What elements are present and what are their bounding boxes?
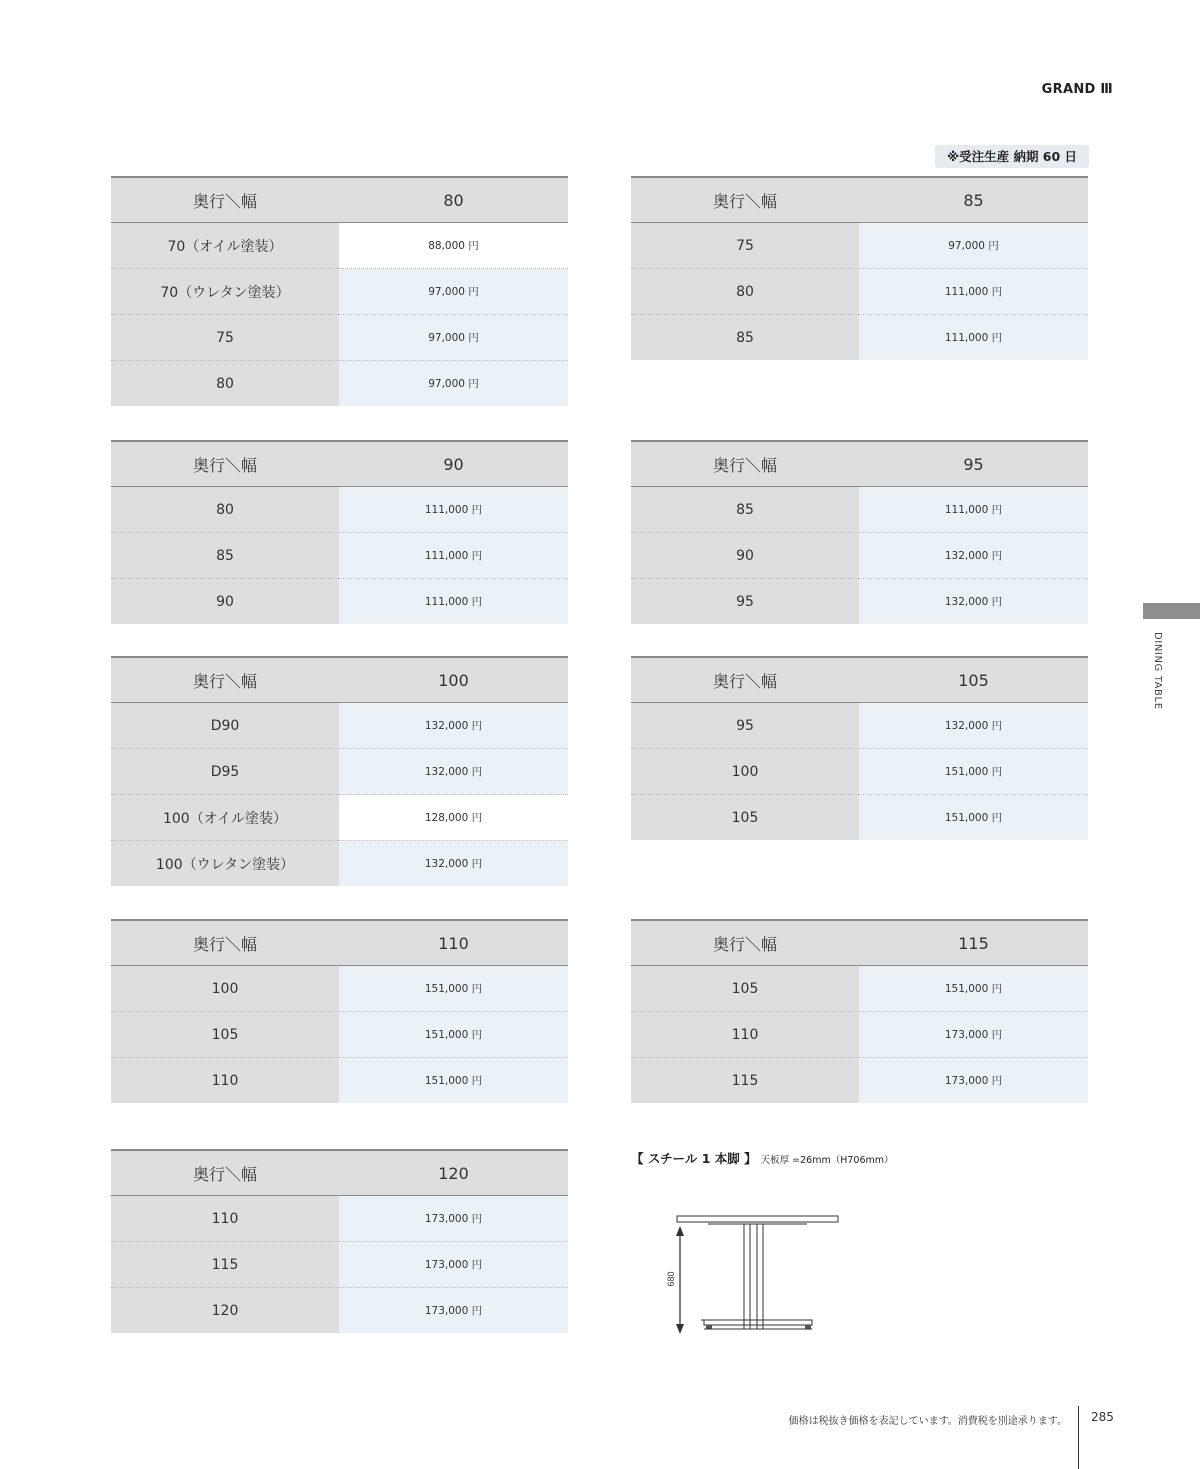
width-header: 90 [339, 441, 568, 487]
price-cell: 151,000 円 [339, 1012, 568, 1058]
table-header-row [631, 441, 1088, 487]
table-row [631, 749, 1088, 795]
table-row [111, 703, 568, 749]
table-row [111, 1196, 568, 1242]
table-row [631, 1012, 1088, 1058]
width-header: 85 [859, 177, 1088, 223]
width-header: 120 [339, 1150, 568, 1196]
table-row [111, 841, 568, 887]
depth-cell: 100（オイル塗装） [111, 795, 339, 841]
depth-width-header: 奥行＼幅 [631, 177, 859, 223]
width-header: 80 [339, 177, 568, 223]
table-side-view-diagram [660, 1205, 860, 1340]
price-cell: 173,000 円 [859, 1058, 1088, 1104]
table-row [111, 315, 568, 361]
foot-left [706, 1325, 712, 1329]
price-table [111, 176, 568, 406]
foot-right [805, 1325, 811, 1329]
footer-divider [1078, 1406, 1079, 1469]
price-cell: 132,000 円 [859, 533, 1088, 579]
depth-cell: 120 [111, 1288, 339, 1334]
depth-cell: D95 [111, 749, 339, 795]
series-title: GRAND Ⅲ [1041, 82, 1113, 97]
width-header: 105 [859, 657, 1088, 703]
depth-cell: 80 [111, 361, 339, 407]
price-cell: 97,000 円 [339, 315, 568, 361]
table-row [111, 795, 568, 841]
depth-cell: 85 [111, 533, 339, 579]
table-row [111, 533, 568, 579]
table-row [631, 487, 1088, 533]
depth-cell: 85 [631, 487, 859, 533]
depth-cell: D90 [111, 703, 339, 749]
table-header-row [111, 177, 568, 223]
table-row [111, 1242, 568, 1288]
price-table [631, 919, 1088, 1103]
depth-width-header: 奥行＼幅 [111, 657, 339, 703]
depth-cell: 100 [111, 966, 339, 1012]
price-cell: 132,000 円 [859, 579, 1088, 625]
table-row [111, 749, 568, 795]
table-header-row [111, 920, 568, 966]
depth-width-header: 奥行＼幅 [631, 441, 859, 487]
price-cell: 97,000 円 [339, 361, 568, 407]
depth-cell: 75 [631, 223, 859, 269]
depth-cell: 105 [631, 966, 859, 1012]
table-row [631, 703, 1088, 749]
table-row [111, 1058, 568, 1104]
price-table [631, 176, 1088, 360]
price-cell: 132,000 円 [339, 841, 568, 887]
price-cell: 132,000 円 [859, 703, 1088, 749]
table-row [631, 533, 1088, 579]
table-row [111, 487, 568, 533]
price-cell: 173,000 円 [859, 1012, 1088, 1058]
price-cell: 111,000 円 [339, 487, 568, 533]
price-table [631, 656, 1088, 840]
depth-width-header: 奥行＼幅 [111, 1150, 339, 1196]
price-cell: 173,000 円 [339, 1242, 568, 1288]
depth-cell: 110 [111, 1058, 339, 1104]
depth-cell: 110 [631, 1012, 859, 1058]
price-cell: 132,000 円 [339, 703, 568, 749]
depth-cell: 85 [631, 315, 859, 361]
leg-column-left [744, 1224, 750, 1329]
price-cell: 151,000 円 [859, 966, 1088, 1012]
depth-width-header: 奥行＼幅 [111, 177, 339, 223]
price-cell: 111,000 円 [859, 269, 1088, 315]
price-cell: 173,000 円 [339, 1288, 568, 1334]
depth-cell: 80 [111, 487, 339, 533]
width-header: 110 [339, 920, 568, 966]
price-cell: 111,000 円 [859, 487, 1088, 533]
table-row [111, 579, 568, 625]
price-cell: 97,000 円 [859, 223, 1088, 269]
price-table [111, 1149, 568, 1333]
depth-cell: 70（ウレタン塗装） [111, 269, 339, 315]
price-cell: 88,000 円 [339, 223, 568, 269]
price-cell: 97,000 円 [339, 269, 568, 315]
depth-cell: 90 [631, 533, 859, 579]
price-table [111, 656, 568, 886]
depth-cell: 75 [111, 315, 339, 361]
table-row [631, 795, 1088, 841]
depth-width-header: 奥行＼幅 [111, 441, 339, 487]
width-header: 95 [859, 441, 1088, 487]
bracket-close: 】 [744, 1151, 757, 1166]
depth-cell: 95 [631, 579, 859, 625]
width-header: 115 [859, 920, 1088, 966]
depth-cell: 80 [631, 269, 859, 315]
price-cell: 132,000 円 [339, 749, 568, 795]
table-row [111, 223, 568, 269]
height-dimension-label: 680 [666, 1271, 676, 1287]
leg-type-label: スチール 1 本脚 [643, 1151, 745, 1166]
table-row [631, 269, 1088, 315]
price-table [631, 440, 1088, 624]
depth-cell: 70（オイル塗装） [111, 223, 339, 269]
price-cell: 151,000 円 [339, 1058, 568, 1104]
depth-cell: 105 [631, 795, 859, 841]
table-header-row [111, 441, 568, 487]
side-tab-bar [1143, 603, 1200, 619]
price-table [111, 919, 568, 1103]
table-header-row [631, 177, 1088, 223]
price-cell: 151,000 円 [859, 795, 1088, 841]
price-cell: 151,000 円 [339, 966, 568, 1012]
table-header-row [631, 657, 1088, 703]
depth-cell: 95 [631, 703, 859, 749]
table-row [631, 1058, 1088, 1104]
depth-width-header: 奥行＼幅 [631, 657, 859, 703]
order-note-badge: ※受注生産 納期 60 日 [935, 145, 1089, 168]
price-table [111, 440, 568, 624]
price-cell: 111,000 円 [859, 315, 1088, 361]
depth-cell: 100 [631, 749, 859, 795]
table-row [631, 223, 1088, 269]
price-cell: 111,000 円 [339, 579, 568, 625]
table-header-row [631, 920, 1088, 966]
leg-spec-text: 天板厚 =26mm（H706mm） [760, 1155, 894, 1166]
table-row [111, 1288, 568, 1334]
depth-cell: 100（ウレタン塗装） [111, 841, 339, 887]
leg-spec-title [631, 1149, 894, 1167]
bracket-open: 【 [631, 1151, 644, 1166]
width-header: 100 [339, 657, 568, 703]
price-cell: 128,000 円 [339, 795, 568, 841]
table-row [631, 966, 1088, 1012]
price-cell: 151,000 円 [859, 749, 1088, 795]
arrow-up-icon [676, 1226, 684, 1236]
depth-cell: 115 [631, 1058, 859, 1104]
table-row [111, 966, 568, 1012]
depth-width-header: 奥行＼幅 [111, 920, 339, 966]
side-tab-label: DINING TABLE [1152, 632, 1163, 710]
leg-column-right [757, 1224, 763, 1329]
arrow-down-icon [676, 1324, 684, 1334]
table-row [111, 361, 568, 407]
table-header-row [111, 1150, 568, 1196]
tax-note: 価格は税抜き価格を表記しています。消費税を別途承ります。 [788, 1416, 1067, 1427]
tabletop-shape [677, 1216, 838, 1222]
depth-width-header: 奥行＼幅 [631, 920, 859, 966]
table-row [111, 1012, 568, 1058]
table-row [631, 315, 1088, 361]
table-row [631, 579, 1088, 625]
depth-cell: 110 [111, 1196, 339, 1242]
base-plate [704, 1320, 812, 1325]
page-number: 285 [1091, 1410, 1114, 1424]
depth-cell: 90 [111, 579, 339, 625]
price-cell: 173,000 円 [339, 1196, 568, 1242]
price-cell: 111,000 円 [339, 533, 568, 579]
table-header-row [111, 657, 568, 703]
depth-cell: 105 [111, 1012, 339, 1058]
table-row [111, 269, 568, 315]
depth-cell: 115 [111, 1242, 339, 1288]
